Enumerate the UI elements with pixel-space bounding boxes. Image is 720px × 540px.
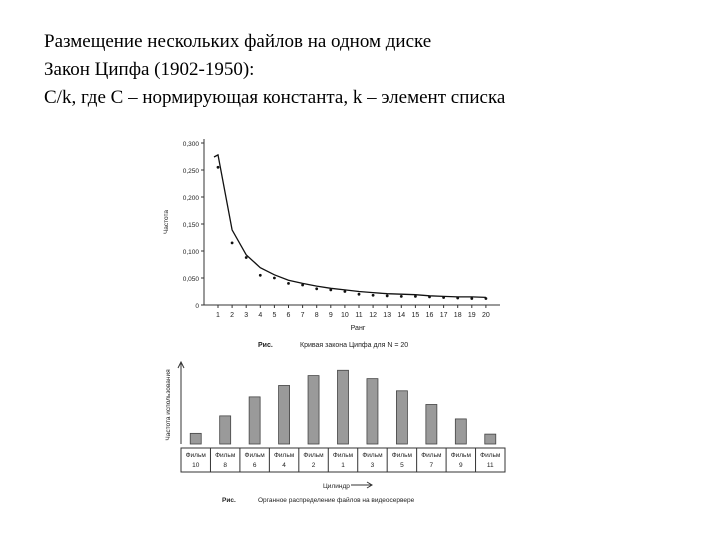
x-tick-label: 12	[369, 312, 377, 319]
title-line-2: Закон Ципфа (1902-1950):	[44, 59, 255, 80]
category-label-num: 6	[252, 462, 257, 469]
category-label-num: 1	[341, 462, 345, 469]
data-point	[442, 296, 445, 299]
y-tick-label: 0,150	[182, 222, 199, 229]
category-label-top: Фильм	[450, 452, 471, 459]
y-tick-label: 0,100	[182, 249, 199, 256]
bar	[190, 433, 201, 444]
x-tick-label: 9	[328, 312, 333, 319]
bar	[338, 370, 349, 444]
x-tick-label: 6	[286, 312, 291, 319]
x-tick-label: 3	[244, 312, 249, 319]
y-tick-label: 0,250	[182, 168, 199, 175]
x-axis-label: Ранг	[350, 325, 366, 332]
x-tick-label: 14	[397, 312, 406, 319]
organ-pipe-chart	[165, 362, 505, 504]
y-axis-label: Частота использования	[165, 369, 172, 441]
data-point	[245, 256, 248, 259]
category-label-num: 5	[400, 462, 404, 469]
data-point	[456, 297, 459, 300]
caption-prefix: Рис.	[258, 342, 273, 349]
x-tick-label: 17	[439, 312, 448, 319]
category-label-top: Фильм	[362, 452, 383, 459]
data-point	[470, 297, 473, 300]
data-point	[301, 284, 304, 287]
x-tick-label: 16	[425, 312, 434, 319]
bar	[485, 434, 496, 444]
y-axis-label: Частота	[163, 209, 170, 235]
category-label-num: 7	[429, 462, 434, 469]
data-point	[287, 282, 290, 285]
x-tick-label: 4	[258, 312, 263, 319]
x-tick-label: 20	[482, 312, 490, 319]
category-label-top: Фильм	[273, 452, 295, 459]
x-tick-label: 8	[314, 312, 319, 319]
data-point	[372, 294, 375, 297]
category-label-num: 2	[311, 462, 316, 469]
data-point	[428, 296, 431, 299]
x-tick-label: 1	[216, 312, 220, 319]
category-label-top: Фильм	[480, 452, 501, 459]
data-point	[386, 294, 389, 297]
bar	[220, 416, 231, 444]
y-tick-label: 0,200	[182, 195, 199, 202]
data-point	[344, 290, 347, 293]
y-tick-label: 0,300	[182, 141, 199, 148]
bar	[426, 404, 437, 444]
category-label-num: 3	[370, 462, 375, 469]
x-tick-label: 13	[383, 312, 392, 319]
caption-prefix: Рис.	[222, 497, 236, 504]
data-point	[358, 293, 361, 296]
category-label-top: Фильм	[391, 452, 413, 459]
bar	[279, 385, 290, 444]
data-point	[259, 274, 262, 277]
bar	[249, 397, 260, 444]
x-tick-label: 10	[341, 312, 349, 319]
x-tick-label: 5	[272, 312, 277, 319]
data-point	[315, 287, 318, 290]
data-point	[329, 288, 332, 291]
zipf-curve	[214, 155, 486, 298]
caption: Органное распределение файлов на видеосервере	[258, 497, 415, 504]
x-tick-label: 18	[453, 312, 462, 319]
x-tick-label: 2	[230, 312, 235, 319]
x-axis-label: Цилиндр	[323, 483, 350, 490]
caption: Кривая закона Ципфа для N = 20	[300, 342, 409, 349]
category-label-num: 8	[223, 462, 227, 469]
category-label-top: Фильм	[332, 452, 354, 459]
y-tick-label: 0	[195, 303, 199, 310]
category-label-num: 10	[192, 462, 200, 469]
y-tick-label: 0,050	[182, 276, 199, 283]
data-point	[217, 166, 220, 169]
category-label-top: Фильм	[421, 452, 442, 459]
title-line-3: C/k, где С – нормирующая константа, k – элемент списка	[44, 87, 506, 108]
category-label-top: Фильм	[215, 452, 236, 459]
data-point	[231, 242, 234, 245]
x-tick-label: 11	[355, 312, 363, 319]
category-label-num: 11	[486, 462, 494, 469]
data-point	[485, 297, 488, 300]
data-point	[400, 295, 403, 298]
title-line-1: Размещение нескольких файлов на одном диске	[44, 31, 432, 52]
bar	[308, 376, 319, 444]
x-tick-label: 15	[411, 312, 420, 319]
data-point	[273, 277, 276, 280]
bar	[396, 391, 407, 444]
category-label-top: Фильм	[303, 452, 324, 459]
zipf-chart	[163, 139, 500, 349]
bar	[455, 419, 466, 444]
bar	[367, 379, 378, 444]
category-label-num: 4	[282, 462, 286, 469]
x-tick-label: 7	[300, 312, 305, 319]
category-label-top: Фильм	[244, 452, 265, 459]
category-label-num: 9	[459, 462, 463, 469]
data-point	[414, 295, 417, 298]
category-label-top: Фильм	[185, 452, 206, 459]
x-tick-label: 19	[467, 312, 476, 319]
